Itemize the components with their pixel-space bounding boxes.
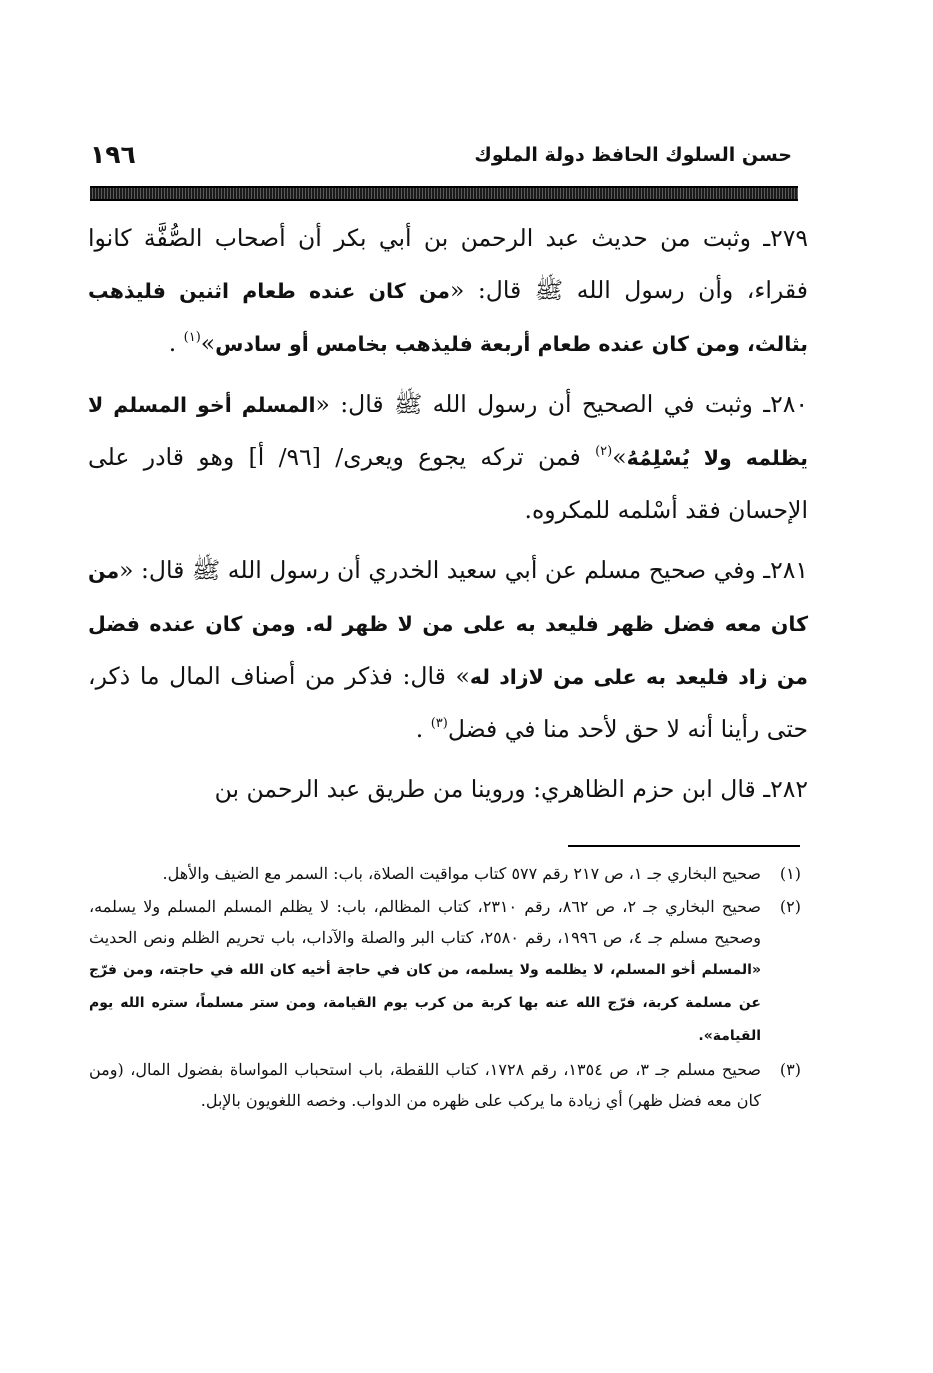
footnote-text: صحيح البخاري جـ ٢، ص ٨٦٢، رقم ٢٣١٠، كتاب المظالم، باب: لا يظلم المسلم المسلم ولا يسلمه، وصحيح مسلم جـ ٤، ص ١٩٩٦، رقم ٢٥٨٠، كتاب البر والصلة والآداب، باب تحريم الظلم ونص الحديث [89,897,762,947]
hadith-text: من كان عنده طعام اثنين فليذهب بثالث، ومن كان عنده طعام أربعة فليذهب بخامس أو سادس [88,279,808,356]
footnote-text: صحيح مسلم جـ ٣، ص ١٣٥٤، رقم ١٧٢٨، كتاب اللقطة، باب استحباب المواساة بفضول المال، (ومن كان معه فضل ظهر) أي زيادة ما يركب على ظهره من الدواب. وخصه اللغويون بالإبل. [89,1060,762,1110]
footnote-3 [89,1054,801,1116]
page-number: ١٩٦ [90,140,136,169]
header-rule [90,186,798,201]
paragraph-279 [88,212,808,370]
paragraph-number: ٢٨٠ [770,390,808,418]
footnote-ref: (٢) [595,444,613,459]
running-title: حسن السلوك الحافظ دولة الملوك [474,144,792,166]
footnote-number: (١) [779,864,801,883]
paragraph-text: . [168,329,184,357]
footnote-1 [89,858,801,889]
paragraph-number: ٢٧٩ [770,224,808,252]
paragraph-text: . [415,715,431,743]
paragraph-280 [88,378,808,536]
paragraph-text: ـ قال ابن حزم الظاهري: وروينا من طريق عبد الرحمن بن [214,775,771,803]
paragraph-text: » قال: فذكر من أصناف المال ما ذكر، حتى رأينا أنه لا حق لأحد منا في فضل [88,662,808,743]
paragraph-text: ـ وفي صحيح مسلم عن أبي سعيد الخدري أن رسول الله ﷺ قال: « [119,556,771,584]
footnotes [89,858,801,1118]
footnote-2 [89,891,801,1052]
footnote-number: (٢) [779,897,801,916]
paragraph-281 [88,544,808,755]
footnote-ref: (١) [183,330,201,345]
paragraph-282 [88,763,808,815]
paragraph-text: » [612,443,627,471]
footnote-text: صحيح البخاري جـ ١، ص ٢١٧ رقم ٥٧٧ كتاب مواقيت الصلاة، باب: السمر مع الضيف والأهل. [162,864,761,883]
hadith-text: من كان معه فضل ظهر فليعد به على من لا ظهر له. ومن كان عنده فضل من زاد فليعد به على من لازاد له [88,559,808,689]
footnote-hadith-text: «المسلم أخو المسلم، لا يظلمه ولا يسلمه، من كان في حاجة أخيه كان الله في حاجته، ومن فرّج عن مسلمة كربة، فرّج الله عنه بها كربة من كرب يوم القيامة، ومن ستر مسلماً، ستره الله يوم القيامة». [89,962,761,1044]
main-text [88,212,808,823]
footnote-number: (٣) [779,1060,801,1079]
paragraph-text: ـ وثبت في الصحيح أن رسول الله ﷺ قال: « [315,390,771,418]
paragraph-text: » [200,329,216,357]
footnote-separator [568,845,800,847]
hadith-text: المسلم أخو المسلم لا يظلمه ولا يُسْلِمُهُ [88,393,808,470]
page-header [90,140,798,180]
paragraph-number: ٢٨٢ [770,775,808,803]
paragraph-number: ٢٨١ [770,556,808,584]
footnote-ref: (٣) [430,716,448,731]
paragraph-text: فمن تركه يجوع ويعرى/ [٩٦/ أ] وهو قادر على الإحسان فقد أسْلمه للمكروه. [88,443,808,524]
paragraph-text: ـ وثبت من حديث عبد الرحمن بن أبي بكر أن أصحاب الصُّفَّة كانوا فقراء، وأن رسول الله ﷺ قال: « [88,224,808,304]
